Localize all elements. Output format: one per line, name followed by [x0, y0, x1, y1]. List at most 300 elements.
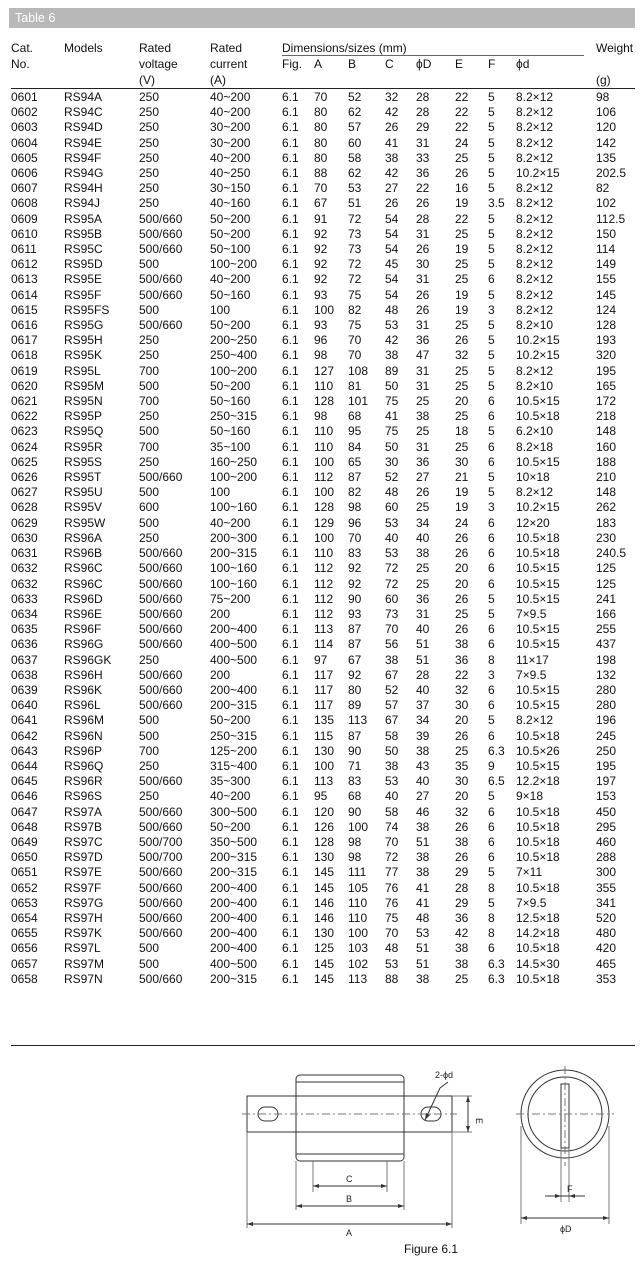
cell-weight: 128	[596, 318, 617, 333]
cell-cat-no: 0631	[11, 546, 38, 561]
cell-fig: 6.1	[282, 850, 299, 865]
cell-dim-phi-d-small: 7×11	[516, 865, 543, 880]
cell-dim-e: 36	[455, 910, 469, 925]
cell-dim-c: 38	[385, 758, 399, 773]
cell-weight: 153	[596, 789, 617, 804]
cell-rated-voltage: 250	[139, 135, 160, 150]
cell-dim-a: 129	[314, 515, 335, 530]
cell-rated-voltage: 500/660	[139, 318, 183, 333]
table-row	[11, 379, 635, 394]
cell-dim-b: 70	[348, 333, 362, 348]
cell-dim-c: 72	[385, 576, 399, 591]
cell-rated-voltage: 250	[139, 181, 160, 196]
cell-dim-e: 19	[455, 242, 469, 257]
cell-rated-voltage: 500/660	[139, 926, 183, 941]
cell-dim-c: 70	[385, 622, 399, 637]
cell-dim-phi-d: 37	[416, 698, 430, 713]
cell-dim-c: 67	[385, 713, 399, 728]
cell-dim-c: 41	[385, 135, 399, 150]
cell-weight: 149	[596, 257, 617, 272]
cell-dim-b: 51	[348, 196, 362, 211]
cell-fig: 6.1	[282, 196, 299, 211]
cell-rated-current: 100	[210, 485, 231, 500]
cell-cat-no: 0611	[11, 242, 37, 257]
cell-model: RS96K	[64, 682, 103, 697]
cell-model: RS95L	[64, 363, 101, 378]
cell-dim-a: 100	[314, 485, 335, 500]
cell-dim-a: 128	[314, 500, 335, 515]
cell-rated-current: 50~100	[210, 242, 251, 257]
table-row	[11, 166, 635, 181]
cell-dim-phi-d-small: 12.5×18	[516, 910, 560, 925]
header-rated-current-2: current	[210, 57, 248, 71]
cell-dim-a: 117	[314, 667, 334, 682]
cell-weight: 320	[596, 348, 617, 363]
cell-fig: 6.1	[282, 880, 299, 895]
cell-cat-no: 0638	[11, 667, 38, 682]
cell-dim-phi-d: 38	[416, 743, 430, 758]
cell-cat-no: 0657	[11, 956, 38, 971]
cell-weight: 166	[596, 606, 617, 621]
cell-dim-phi-d: 38	[416, 546, 430, 561]
cell-fig: 6.1	[282, 789, 299, 804]
cell-dim-phi-d-small: 8.2×12	[516, 302, 554, 317]
cell-model: RS94C	[64, 105, 103, 120]
cell-dim-f: 6	[488, 850, 495, 865]
header-rated-current-1: Rated	[210, 41, 243, 55]
cell-model: RS96P	[64, 743, 103, 758]
cell-weight: 142	[596, 135, 617, 150]
cell-rated-current: 200~315	[210, 865, 258, 880]
cell-dim-phi-d: 38	[416, 865, 430, 880]
fuse-drawing	[240, 1066, 640, 1242]
cell-dim-a: 92	[314, 242, 328, 257]
cell-dim-b: 89	[348, 698, 362, 713]
cell-dim-e: 21	[455, 470, 469, 485]
table-row	[11, 272, 635, 287]
cell-fig: 6.1	[282, 971, 299, 986]
cell-dim-f: 5	[488, 257, 495, 272]
cell-fig: 6.1	[282, 515, 299, 530]
header-no: No.	[11, 57, 30, 71]
cell-dim-phi-d-small: 9×18	[516, 789, 544, 804]
cell-dim-phi-d: 31	[416, 272, 430, 287]
cell-fig: 6.1	[282, 834, 299, 849]
cell-cat-no: 0642	[11, 728, 38, 743]
cell-dim-b: 53	[348, 181, 362, 196]
cell-dim-b: 70	[348, 530, 362, 545]
cell-dim-a: 93	[314, 287, 328, 302]
cell-dim-e: 22	[455, 120, 469, 135]
cell-dim-c: 75	[385, 394, 399, 409]
cell-cat-no: 0655	[11, 926, 38, 941]
cell-dim-b: 98	[348, 850, 362, 865]
cell-rated-current: 40~200	[210, 272, 251, 287]
cell-weight: 420	[596, 941, 617, 956]
cell-dim-c: 76	[385, 880, 399, 895]
cell-dim-e: 22	[455, 667, 469, 682]
table-row	[11, 546, 635, 561]
cell-dim-e: 25	[455, 378, 469, 393]
cell-dim-phi-d-small: 14.2×18	[516, 926, 560, 941]
cell-dim-b: 113	[348, 971, 368, 986]
cell-model: RS96L	[64, 698, 101, 713]
cell-cat-no: 0608	[11, 196, 38, 211]
cell-dim-f: 5	[488, 333, 495, 348]
cell-dim-f: 5	[488, 211, 495, 226]
cell-dim-b: 95	[348, 424, 362, 439]
cell-fig: 6.1	[282, 895, 299, 910]
cell-cat-no: 0645	[11, 774, 38, 789]
cell-dim-b: 67	[348, 652, 362, 667]
cell-dim-c: 70	[385, 834, 399, 849]
cell-weight: 202.5	[596, 166, 627, 181]
cell-model: RS97E	[64, 865, 103, 880]
cell-dim-phi-d-small: 10.2×15	[516, 348, 560, 363]
cell-cat-no: 0614	[11, 287, 38, 302]
cell-dim-phi-d-small: 10.5×18	[516, 971, 560, 986]
table-row	[11, 622, 635, 637]
cell-dim-phi-d-small: 10.5×18	[516, 819, 560, 834]
cell-dim-e: 26	[455, 622, 469, 637]
table-row	[11, 941, 635, 956]
cell-dim-phi-d-small: 8.2×12	[516, 135, 554, 150]
table-row	[11, 455, 635, 470]
cell-dim-a: 115	[314, 728, 334, 743]
cell-fig: 6.1	[282, 667, 299, 682]
cell-fig: 6.1	[282, 485, 299, 500]
cell-dim-phi-d-small: 7×9.5	[516, 667, 547, 682]
cell-dim-c: 26	[385, 196, 399, 211]
table-row	[11, 820, 635, 835]
cell-model: RS95N	[64, 394, 103, 409]
cell-cat-no: 0622	[11, 409, 38, 424]
cell-fig: 6.1	[282, 576, 299, 591]
cell-dim-e: 29	[455, 895, 469, 910]
cell-dim-c: 48	[385, 485, 399, 500]
cell-rated-voltage: 500	[139, 257, 160, 272]
cell-model: RS94E	[64, 135, 103, 150]
cell-cat-no: 0641	[11, 713, 38, 728]
cell-dim-b: 68	[348, 789, 362, 804]
cell-dim-a: 114	[314, 637, 334, 652]
cell-dim-phi-d: 25	[416, 576, 430, 591]
cell-dim-c: 52	[385, 682, 399, 697]
table-row	[11, 881, 635, 896]
cell-dim-phi-d-small: 8.2×12	[516, 181, 554, 196]
cell-dim-e: 16	[455, 181, 469, 196]
cell-dim-f: 3.5	[488, 196, 505, 211]
table-row	[11, 577, 635, 592]
cell-rated-voltage: 250	[139, 530, 160, 545]
cell-model: RS96C	[64, 576, 103, 591]
cell-rated-current: 250~315	[210, 409, 258, 424]
cell-dim-c: 58	[385, 804, 399, 819]
cell-dim-a: 110	[314, 424, 334, 439]
cell-dim-phi-d-small: 8.2×10	[516, 378, 554, 393]
cell-rated-current: 50~160	[210, 394, 251, 409]
figure-caption: Figure 6.1	[404, 1242, 459, 1256]
cell-weight: 102	[596, 196, 617, 211]
cell-fig: 6.1	[282, 394, 299, 409]
cell-dim-phi-d: 28	[416, 105, 430, 120]
cell-rated-current: 50~200	[210, 226, 251, 241]
cell-model: RS97B	[64, 819, 103, 834]
cell-dim-phi-d: 51	[416, 956, 430, 971]
cell-rated-voltage: 500/660	[139, 667, 183, 682]
cell-dim-e: 32	[455, 348, 469, 363]
cell-dim-phi-d-small: 10.5×18	[516, 880, 560, 895]
cell-dim-a: 125	[314, 941, 335, 956]
cell-model: RS97F	[64, 880, 102, 895]
cell-dim-a: 91	[314, 211, 328, 226]
cell-model: RS95F	[64, 287, 102, 302]
cell-weight: 145	[596, 287, 617, 302]
cell-rated-current: 50~200	[210, 713, 251, 728]
cell-dim-f: 9	[488, 758, 495, 773]
table-title: Table 6	[9, 8, 635, 28]
cell-dim-f: 6	[488, 576, 495, 591]
cell-dim-e: 25	[455, 257, 469, 272]
cell-cat-no: 0610	[11, 226, 38, 241]
cell-dim-b: 93	[348, 606, 362, 621]
cell-weight: 148	[596, 424, 617, 439]
cell-dim-phi-d: 28	[416, 90, 430, 104]
cell-fig: 6.1	[282, 698, 299, 713]
cell-dim-phi-d-small: 8.2×12	[516, 226, 554, 241]
cell-dim-a: 110	[314, 439, 334, 454]
cell-cat-no: 0646	[11, 789, 38, 804]
cell-rated-current: 200	[210, 667, 231, 682]
cell-dim-b: 60	[348, 135, 362, 150]
cell-dim-c: 42	[385, 333, 399, 348]
cell-dim-f: 6.3	[488, 971, 505, 986]
cell-dim-e: 26	[455, 819, 469, 834]
table-row	[11, 729, 635, 744]
cell-weight: 106	[596, 105, 617, 120]
cell-dim-f: 6	[488, 941, 495, 956]
cell-dim-a: 128	[314, 394, 335, 409]
cell-dim-phi-d-small: 10.5×15	[516, 454, 560, 469]
cell-fig: 6.1	[282, 758, 299, 773]
cell-cat-no: 0644	[11, 758, 38, 773]
cell-dim-c: 60	[385, 500, 399, 515]
header-bottom-rule	[11, 88, 635, 89]
cell-dim-b: 75	[348, 318, 362, 333]
cell-dim-c: 54	[385, 287, 399, 302]
cell-weight: 112.5	[596, 211, 626, 226]
cell-dim-phi-d-small: 10.5×18	[516, 546, 560, 561]
cell-dim-a: 112	[314, 561, 334, 576]
cell-fig: 6.1	[282, 956, 299, 971]
cell-dim-a: 128	[314, 834, 335, 849]
cell-fig: 6.1	[282, 728, 299, 743]
cell-model: RS94A	[64, 90, 103, 104]
cell-dim-c: 74	[385, 819, 399, 834]
cell-dim-a: 95	[314, 789, 328, 804]
cell-dim-phi-d-small: 10.5×18	[516, 941, 560, 956]
cell-dim-c: 77	[385, 865, 399, 880]
cell-dim-b: 62	[348, 166, 362, 181]
cell-rated-voltage: 700	[139, 394, 160, 409]
cell-dim-c: 70	[385, 926, 399, 941]
cell-dim-phi-d: 25	[416, 500, 430, 515]
cell-dim-phi-d: 41	[416, 880, 430, 895]
cell-weight: 195	[596, 758, 617, 773]
cell-dim-f: 5	[488, 166, 495, 181]
cell-dim-phi-d: 34	[416, 515, 430, 530]
table-row	[11, 500, 635, 515]
cell-dim-phi-d-small: 8.2×18	[516, 439, 554, 454]
cell-model: RS95A	[64, 211, 103, 226]
table-row	[11, 789, 635, 804]
cell-dim-phi-d-small: 8.2×12	[516, 287, 554, 302]
cell-rated-voltage: 500/660	[139, 971, 183, 986]
cell-dim-phi-d-small: 10.5×18	[516, 850, 560, 865]
cell-dim-phi-d-small: 10.5×18	[516, 804, 560, 819]
cell-model: RS97G	[64, 895, 104, 910]
cell-dim-b: 110	[348, 910, 368, 925]
cell-rated-current: 50~160	[210, 424, 251, 439]
cell-fig: 6.1	[282, 713, 299, 728]
cell-dim-phi-d-small: 6.2×10	[516, 424, 554, 439]
cell-model: RS96C	[64, 561, 103, 576]
cell-dim-phi-d: 43	[416, 758, 430, 773]
header-cat: Cat.	[11, 41, 34, 55]
cell-dim-b: 92	[348, 576, 362, 591]
header-dimensions: Dimensions/sizes (mm)	[282, 41, 407, 55]
cell-rated-current: 125~200	[210, 743, 258, 758]
cell-cat-no: 0652	[11, 880, 38, 895]
header-e: E	[455, 57, 464, 71]
cell-fig: 6.1	[282, 804, 299, 819]
cell-dim-f: 5	[488, 789, 495, 804]
table-row	[11, 698, 635, 713]
cell-dim-a: 100	[314, 758, 335, 773]
cell-dim-phi-d: 31	[416, 439, 430, 454]
cell-dim-e: 32	[455, 804, 469, 819]
cell-dim-e: 24	[455, 135, 469, 150]
cell-rated-voltage: 500/660	[139, 272, 183, 287]
cell-dim-b: 92	[348, 561, 362, 576]
cell-rated-voltage: 500/700	[139, 834, 183, 849]
cell-fig: 6.1	[282, 302, 299, 317]
cell-dim-b: 102	[348, 956, 369, 971]
cell-rated-current: 100	[210, 302, 231, 317]
cell-dim-e: 30	[455, 454, 469, 469]
cell-dim-f: 5	[488, 606, 495, 621]
cell-rated-voltage: 500/660	[139, 804, 183, 819]
cell-dim-phi-d: 53	[416, 926, 430, 941]
cell-rated-voltage: 500/660	[139, 546, 183, 561]
cell-dim-phi-d: 22	[416, 181, 430, 196]
cell-rated-voltage: 500	[139, 302, 160, 317]
cell-dim-b: 57	[348, 120, 362, 135]
cell-dim-f: 5	[488, 363, 495, 378]
cell-weight: 160	[596, 439, 617, 454]
cell-cat-no: 0636	[11, 637, 38, 652]
cell-dim-e: 25	[455, 272, 469, 287]
cell-dim-e: 35	[455, 758, 469, 773]
cell-weight: 125	[596, 576, 617, 591]
cell-fig: 6.1	[282, 333, 299, 348]
cell-dim-phi-d-small: 10.5×15	[516, 682, 560, 697]
cell-dim-b: 90	[348, 743, 362, 758]
cell-dim-f: 8	[488, 652, 495, 667]
cell-dim-c: 26	[385, 120, 399, 135]
cell-dim-a: 146	[314, 895, 335, 910]
cell-rated-current: 100~160	[210, 561, 258, 576]
label-f: F	[567, 1184, 573, 1194]
cell-model: RS94H	[64, 181, 103, 196]
cell-rated-voltage: 500/660	[139, 880, 183, 895]
cell-dim-f: 3	[488, 500, 495, 515]
table-row	[11, 212, 635, 227]
cell-rated-voltage: 250	[139, 150, 160, 165]
cell-dim-a: 100	[314, 530, 335, 545]
cell-dim-b: 98	[348, 500, 362, 515]
cell-dim-c: 48	[385, 302, 399, 317]
cell-dim-phi-d-small: 10.5×15	[516, 622, 560, 637]
cell-cat-no: 0606	[11, 166, 38, 181]
cell-dim-f: 5	[488, 150, 495, 165]
cell-dim-phi-d: 38	[416, 409, 430, 424]
cell-dim-b: 87	[348, 622, 362, 637]
cell-rated-voltage: 250	[139, 166, 160, 181]
cell-rated-current: 50~200	[210, 819, 251, 834]
cell-weight: 437	[596, 637, 617, 652]
cell-weight: 183	[596, 515, 617, 530]
cell-weight: 150	[596, 226, 617, 241]
cell-dim-phi-d: 27	[416, 789, 430, 804]
cell-rated-voltage: 250	[139, 789, 160, 804]
cell-cat-no: 0628	[11, 500, 38, 515]
cell-model: RS95K	[64, 348, 103, 363]
cell-fig: 6.1	[282, 530, 299, 545]
cell-dim-a: 145	[314, 880, 335, 895]
cell-dim-phi-d: 31	[416, 318, 430, 333]
cell-fig: 6.1	[282, 774, 299, 789]
cell-dim-e: 19	[455, 287, 469, 302]
header-rated-voltage-1: Rated	[139, 41, 172, 55]
header-fig: Fig.	[282, 57, 303, 71]
cell-cat-no: 0620	[11, 378, 38, 393]
cell-dim-a: 110	[314, 546, 334, 561]
cell-dim-phi-d: 25	[416, 424, 430, 439]
cell-dim-b: 82	[348, 302, 362, 317]
cell-dim-phi-d-small: 8.2×12	[516, 363, 554, 378]
cell-dim-f: 6	[488, 272, 495, 287]
cell-dim-phi-d: 47	[416, 348, 430, 363]
cell-fig: 6.1	[282, 682, 299, 697]
cell-dim-e: 26	[455, 850, 469, 865]
cell-dim-f: 5	[488, 591, 495, 606]
cell-cat-no: 0633	[11, 591, 38, 606]
cell-rated-voltage: 250	[139, 758, 160, 773]
cell-dim-phi-d: 31	[416, 363, 430, 378]
table-row	[11, 744, 635, 759]
cell-rated-voltage: 500	[139, 424, 160, 439]
cell-dim-phi-d: 46	[416, 804, 430, 819]
cell-fig: 6.1	[282, 272, 299, 287]
cell-dim-a: 80	[314, 150, 328, 165]
cell-cat-no: 0629	[11, 515, 38, 530]
cell-dim-phi-d-small: 8.2×12	[516, 150, 554, 165]
cell-model: RS96B	[64, 546, 103, 561]
cell-dim-phi-d-small: 8.2×10	[516, 318, 554, 333]
cell-dim-e: 19	[455, 500, 469, 515]
cell-rated-current: 200~400	[210, 895, 258, 910]
